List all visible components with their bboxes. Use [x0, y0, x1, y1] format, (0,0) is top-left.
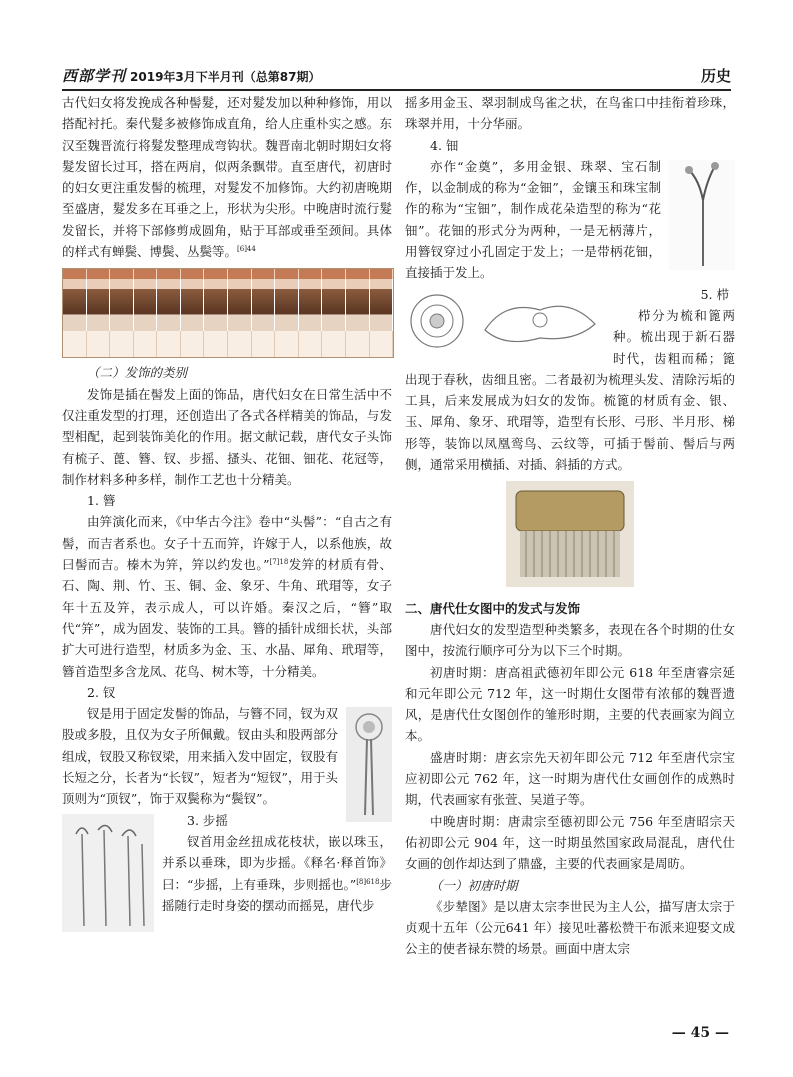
paragraph: 栉分为梳和篦两种。梳出现于新石器时代，齿粗而稀；篦出现于春秋，齿细且密。二者最初为梳理头发、清除污垢的工具，后来发展成为妇女的发饰。梳篦的材质有金、银、玉、犀角、象牙、玳瑁等，造型有长形、弓形、半月形、梯形等，装饰以凤凰鸾鸟、云纹等，可插于髻前、髻后与两侧，通常采用横插、对插、斜插的方式。 — [405, 307, 735, 473]
subheading: （一）初唐时期 — [430, 877, 518, 893]
left-column — [62, 92, 392, 940]
paragraph: 《步辇图》是以唐太宗李世民为主人公，描写唐太宗于贞观十五年（公元641 年）接见吐蕃松赞干布派来迎娶文成公主的使者禄东赞的场景。画面中唐太宗 — [405, 898, 735, 957]
journal-name: 西部学刊 — [62, 67, 127, 85]
comb-image — [405, 481, 735, 593]
hairpin-image — [346, 707, 392, 828]
page-header — [62, 58, 731, 91]
paragraph: 摇多用金玉、翠羽制成鸟雀之状，在鸟雀口中挂衔着珍珠，珠翠并用，十分华丽。 — [405, 95, 735, 132]
journal-issue: 2019年3月下半月刊（总第87期） — [130, 70, 321, 84]
hair-style-table-image — [62, 268, 394, 358]
paragraph: 中晚唐时期：唐肃宗至德初即公元 756 年至唐昭宗天佑初即公元 904 年，这一时期虽然国家政局混乱，唐代仕女画的创作却达到了鼎盛，主要的代表画家是周昉。 — [405, 813, 735, 872]
flower-ornament-image — [405, 290, 605, 358]
paragraph: 钗是用于固定发髻的饰品，与簪不同，钗为双股或多股，且仅为女子所佩戴。钗由头和股两部分组成，钗股又称钗梁，用来插入发中固定，钗股有长短之分，长者为“长钗”，短者为“短钗”，用于头顶则为“顶钗”，饰于双鬓称为“鬓钗”。 — [62, 706, 338, 807]
paragraph: 亦作“金奠”，多用金银、珠翠、宝石制作，以金制成的称为“金钿”，金镶玉和珠宝制作的称为“宝钿”，制作成花朵造型的称为“花钿”。花钿的形式分为两种，一是无柄薄片，用簪钗穿过小孔固定于发上；一是带柄花钿，直接插于发上。 — [405, 158, 661, 281]
paragraph: 钗首用金丝扭成花枝状，嵌以珠玉，并系以垂珠，即为步摇。《释名·释首饰》曰：“步摇，上有垂珠，步则摇也。”$^{[8]618}$步摇随行走时身姿的摆动而摇晃，唐代步 — [162, 833, 392, 913]
section-heading: 二、唐代仕女图中的发式与发饰 — [405, 600, 581, 616]
dian-image — [669, 160, 735, 276]
subheading: （二）发饰的类别 — [87, 365, 188, 381]
page-number: — 45 — — [671, 1025, 729, 1041]
journal-title-block — [62, 65, 320, 86]
buyao-image — [62, 814, 154, 938]
subheading-shu: 5. 栉 — [700, 286, 729, 302]
paragraph: 古代妇女将发挽成各种髻髮，还对髮发加以种种修饰，用以搭配衬托。秦代髮多被修饰成直角，给人庄重朴实之感。东汉至魏晋流行将髮发整理成弯钩状。魏晋南北朝时期妇女将髮发留长过耳，搭在两肩，似两条飘带。直至唐代，初唐时的妇女更注重发髻的梳理，对髮发不加修饰。大约初唐晚期至盛唐，髮发多在耳垂之上，形状为尖形。中晚唐时流行髮发留长，并将下部修剪成圆角，贴于耳部或垂至颈间。具体的样式有蝉鬓、博鬓、丛鬓等。$^{[6]44}$ — [62, 95, 392, 260]
subheading-chai: 2. 钗 — [87, 684, 116, 700]
subheading-zan: 1. 簪 — [87, 493, 116, 509]
paragraph: 初唐时期：唐高祖武德初年即公元 618 年至唐睿宗延和元年即公元 712 年，这一时期仕女图带有浓郁的魏晋遗风，是唐代仕女图创作的雏形时期，主要的代表画家为阎立本。 — [405, 664, 735, 744]
subheading-buyao: 3. 步摇 — [187, 812, 228, 828]
right-column — [405, 92, 735, 960]
subheading-dian: 4. 钿 — [430, 137, 459, 153]
paragraph: 盛唐时期：唐玄宗先天初年即公元 712 年至唐代宗宝应初即公元 762 年，这一时期为唐代仕女画创作的成熟时期，代表画家有张萱、吴道子等。 — [405, 749, 735, 808]
paragraph: 唐代妇女的发型造型种类繁多，表现在各个时期的仕女图中，按流行顺序可分为以下三个时期。 — [405, 621, 735, 659]
section-name: 历史 — [700, 67, 731, 85]
paragraph: 发饰是插在髻发上面的饰品，唐代妇女在日常生活中不仅注重发型的打理，还创造出了各式各样精美的饰品，与发型相配，起到装饰美化的作用。据文献记载，唐代女子头饰有梳子、蓖、簪、钗、步摇、搔头、花钿、钿花、花冠等，制作材料多种多样，制作工艺也十分精美。 — [62, 386, 392, 487]
paragraph: 由笄演化而来，《中华古今注》卷中“头髻”：“自古之有髻，而吉者系也。女子十五而笄，许嫁于人，以系他族，故曰髻而吉。榛木为笄，笄以约发也。”$^{[7]18}$发笄的材质有骨、石、陶、荆、竹、玉、铜、金、象牙、牛角、玳瑁等，女子年十五及笄，表示成人，可以许婚。秦汉之后，“簪”取代“笄”，成为固发、装饰的工具。簪的插针成细长状，头部扩大可进行造型，材质多为金、玉、水晶、犀角、玳瑁等，簪首造型多含龙凤、花鸟、树木等，十分精美。 — [62, 514, 392, 679]
